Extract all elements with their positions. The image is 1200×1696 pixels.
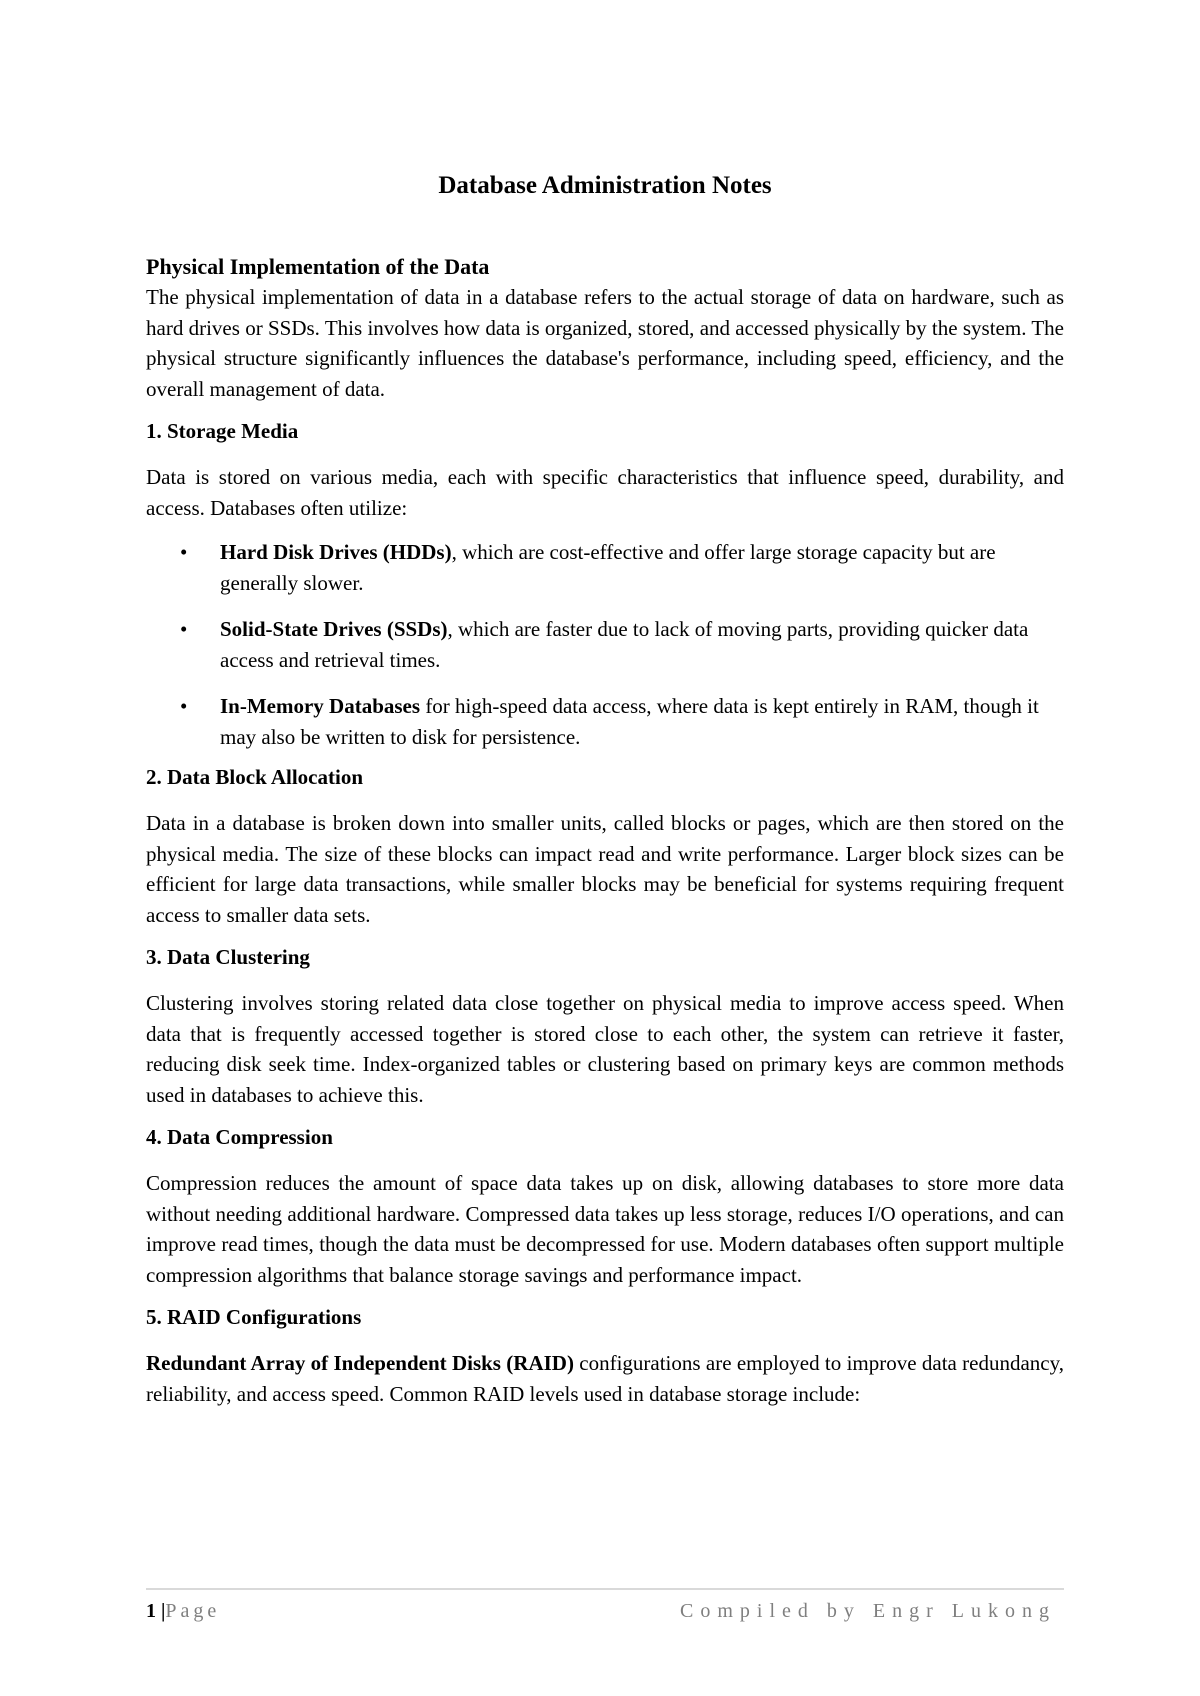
block-allocation-paragraph: Data in a database is broken down into smaller units, called blocks or pages, which are then stored on the physical media. The size of these blocks can impact read and write performance. Larger block sizes can be efficient for large data transactions, while smaller blocks may be beneficial for systems requiring frequent access to smaller data sets. xyxy=(146,811,1064,927)
page-label: Page xyxy=(165,1600,221,1622)
list-item-text: , which are cost-effective and offer large storage capacity but are generally slower. xyxy=(220,540,996,595)
raid-term: Redundant Array of Independent Disks (RAID) xyxy=(146,1351,574,1375)
clustering-paragraph: Clustering involves storing related data close together on physical media to improve access speed. When data that is frequently accessed together is stored close to each other, the system can retrieve it faster, reducing disk seek time. Index-organized tables or clustering based on primary keys are common methods used in databases to achieve this. xyxy=(146,991,1064,1107)
footer-divider xyxy=(146,1588,1064,1590)
bullet-icon: • xyxy=(180,617,188,641)
page-footer xyxy=(146,1596,1064,1626)
storage-media-list xyxy=(146,537,1064,752)
list-item-text: , which are faster due to lack of moving parts, providing quicker data access and retrieval times. xyxy=(220,617,1029,672)
page-number: 1 xyxy=(146,1600,156,1622)
section-heading-clustering: 3. Data Clustering xyxy=(146,945,310,969)
list-item xyxy=(146,691,1064,752)
bullet-icon: • xyxy=(180,694,188,718)
bullet-icon: • xyxy=(180,540,188,564)
list-item-text: for high-speed data access, where data is kept entirely in RAM, though it may also be written to disk for persistence. xyxy=(220,694,1039,749)
document-title: Database Administration Notes xyxy=(438,172,772,199)
list-item-term: In-Memory Databases xyxy=(220,694,421,718)
document-body xyxy=(146,252,1064,1409)
list-item-term: Solid-State Drives (SSDs) xyxy=(220,617,448,641)
footer-credit: Compiled by Engr Lukong xyxy=(680,1600,1056,1622)
section-heading-raid: 5. RAID Configurations xyxy=(146,1305,362,1329)
raid-text: configurations are employed to improve data redundancy, reliability, and access speed. Common RAID levels used in database storage include: xyxy=(146,1351,1064,1406)
section-heading-block-allocation: 2. Data Block Allocation xyxy=(146,765,364,789)
main-heading: Physical Implementation of the Data xyxy=(146,254,490,279)
list-item-term: Hard Disk Drives (HDDs) xyxy=(220,540,452,564)
page-separator: | xyxy=(161,1600,166,1622)
list-item xyxy=(146,614,1064,675)
compression-paragraph: Compression reduces the amount of space data takes up on disk, allowing databases to store more data without needing additional hardware. Compressed data takes up less storage, reduces I/O operations, and can improve read times, though the data must be decompressed for use. Modern databases often support multiple compression algorithms that balance storage savings and performance impact. xyxy=(146,1171,1064,1287)
intro-paragraph: The physical implementation of data in a database refers to the actual storage of data on hardware, such as hard drives or SSDs. This involves how data is organized, stored, and accessed physically by the system. The physical structure significantly influences the database's performance, including speed, efficiency, and the overall management of data. xyxy=(146,285,1064,401)
page-indicator xyxy=(146,1596,220,1626)
storage-media-paragraph: Data is stored on various media, each with specific characteristics that influence speed, durability, and access. Databases often utilize: xyxy=(146,465,1064,520)
section-heading-storage-media: 1. Storage Media xyxy=(146,419,299,443)
document-page xyxy=(146,0,1064,1696)
raid-paragraph xyxy=(146,1348,1064,1409)
list-item xyxy=(146,537,1064,598)
section-heading-compression: 4. Data Compression xyxy=(146,1125,333,1149)
